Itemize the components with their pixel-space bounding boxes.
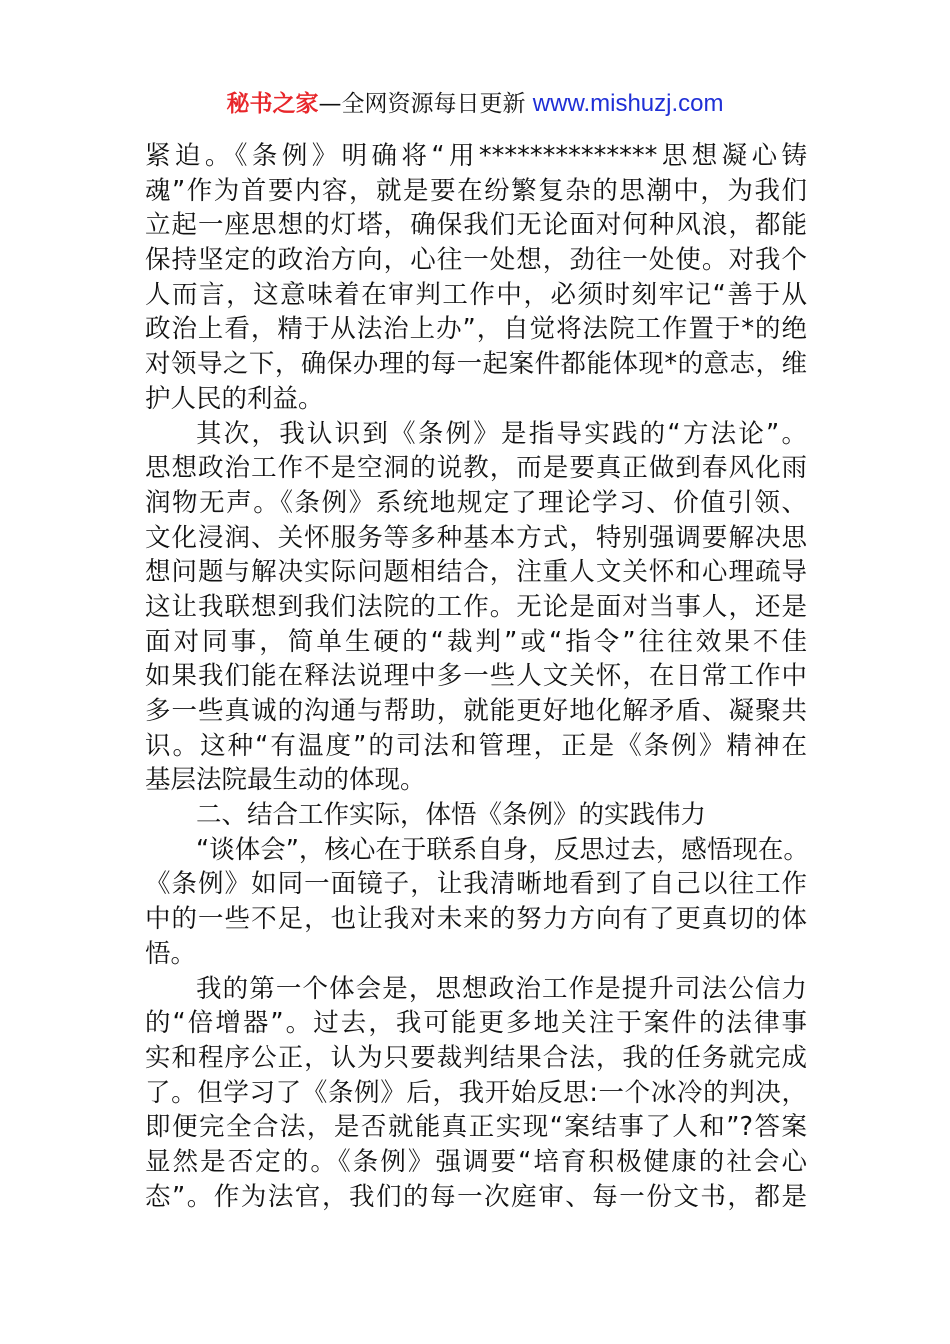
text-line: 基层法院最生动的体现。	[145, 765, 426, 796]
text-line: 的“倍增器”。过去，我可能更多地关注于案件的法律事	[145, 1008, 807, 1039]
text-line: 显然是否定的。《条例》强调要“培育积极健康的社会心	[145, 1146, 807, 1177]
text-line: 识。这种“有温度”的司法和管理，正是《条例》精神在	[145, 730, 807, 761]
text-line: 润物无声。《条例》系统地规定了理论学习、价值引领、	[145, 487, 807, 518]
brand-name: 秘书之家	[226, 91, 319, 117]
text-line: 《条例》如同一面镜子，让我清晰地看到了自己以往工作	[145, 869, 807, 900]
text-line: 了。但学习了《条例》后，我开始反思:一个冰冷的判决，	[145, 1077, 807, 1108]
text-line: 这让我联想到我们法院的工作。无论是面对当事人，还是	[145, 591, 807, 622]
text-line: 文化浸润、关怀服务等多种基本方式，特别强调要解决思	[145, 522, 807, 553]
site-url-link[interactable]: www.mishuzj.com	[532, 90, 724, 117]
text-line: 紧迫。《条例》明确将“用**************思想凝心铸	[145, 141, 807, 171]
text-line: 其次，我认识到《条例》是指导实践的“方法论”。	[196, 418, 807, 449]
text-line: 保持坚定的政治方向，心往一处想，劲往一处使。对我个	[145, 245, 807, 276]
text-line: 护人民的利益。	[145, 383, 324, 414]
text-line: 如果我们能在释法说理中多一些人文关怀，在日常工作中	[145, 661, 807, 692]
text-line: 立起一座思想的灯塔，确保我们无论面对何种风浪，都能	[145, 210, 807, 241]
text-line: 多一些真诚的沟通与帮助，就能更好地化解矛盾、凝聚共	[145, 696, 807, 726]
text-line: 二、结合工作实际，体悟《条例》的实践伟力	[196, 800, 707, 831]
text-line: 魂”作为首要内容，就是要在纷繁复杂的思潮中，为我们	[145, 175, 807, 206]
text-line: 中的一些不足，也让我对未来的努力方向有了更真切的体	[145, 904, 807, 935]
header-tagline: —全网资源每日更新	[318, 91, 533, 117]
text-line: 想问题与解决实际问题相结合，注重人文关怀和心理疏导	[145, 557, 807, 588]
text-line: 悟。	[145, 938, 197, 969]
site-header	[0, 88, 950, 120]
text-line: 即便完全合法，是否就能真正实现“案结事了人和”?答案	[145, 1112, 807, 1143]
text-line: 人而言，这意味着在审判工作中，必须时刻牢记“善于从	[145, 279, 807, 310]
text-line: 实和程序公正，认为只要裁判结果合法，我的任务就完成	[145, 1042, 807, 1073]
text-line: 面对同事，简单生硬的“裁判”或“指令”往往效果不佳	[145, 626, 807, 657]
document-body	[145, 139, 807, 1214]
text-line: “谈体会”，核心在于联系自身，反思过去，感悟现在。	[196, 834, 809, 865]
text-line: 对领导之下，确保办理的每一起案件都能体现*的意志，维	[145, 349, 807, 380]
text-line: 我的第一个体会是，思想政治工作是提升司法公信力	[196, 973, 807, 1004]
text-line: 政治上看，精于从法治上办”，自觉将法院工作置于*的绝	[145, 314, 807, 345]
text-line: 思想政治工作不是空洞的说教，而是要真正做到春风化雨	[145, 453, 807, 484]
text-line: 态”。作为法官，我们的每一次庭审、每一份文书，都是	[145, 1181, 807, 1212]
